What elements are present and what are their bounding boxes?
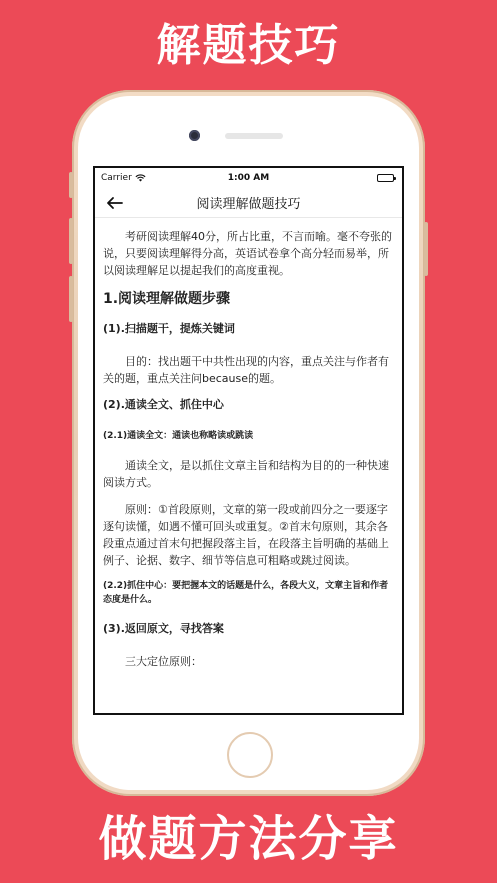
arrow-left-icon[interactable]	[105, 193, 125, 213]
section-heading: 1.阅读理解做题步骤	[103, 291, 231, 307]
step-paragraph: 目的：找出题干中共性出现的内容，重点关注与作者有关的题，重点关注问because的题。	[103, 355, 389, 385]
navigation-bar	[95, 188, 402, 218]
substep-heading: (2.1)通读全文：通读也称略读或跳读	[103, 431, 254, 441]
step-heading: (2).通读全文、抓住中心	[103, 398, 224, 411]
promo-bottom-title: 做题方法分享	[98, 811, 399, 867]
front-camera	[189, 130, 200, 141]
promo-top-title: 解题技巧	[156, 20, 341, 71]
page-title: 阅读理解做题技巧	[196, 197, 301, 212]
battery-icon	[377, 174, 394, 182]
step-heading: (3).返回原文，寻找答案	[103, 622, 224, 635]
mute-switch	[69, 172, 73, 198]
status-bar	[95, 168, 402, 188]
substep-heading: (2.2)抓住中心：要把握本文的话题是什么，各段大义，文章主旨和作者态度是什么。	[103, 581, 389, 605]
carrier-label: Carrier	[101, 173, 132, 183]
home-button[interactable]	[227, 732, 273, 778]
step-paragraph: 原则：①首段原则，文章的第一段或前四分之一要逐字逐句读懂，如遇不懂可回头或重复。②首末句原则，其余各段重点通过首末句把握段落主旨，在段落主旨明确的基础上例子、论据、数字、细节等信息可粗略或跳过阅读。	[103, 503, 389, 567]
step-paragraph: 通读全文，是以抓住文章主旨和结构为目的的一种快速阅读方式。	[103, 459, 389, 489]
step-heading: (1).扫描题干，提炼关键词	[103, 322, 235, 335]
volume-down-button	[69, 276, 73, 322]
earpiece-speaker	[225, 133, 283, 139]
app-screen	[93, 166, 404, 715]
article-body[interactable]	[95, 218, 402, 670]
power-button	[424, 222, 428, 276]
status-time: 1:00 AM	[227, 173, 270, 183]
volume-up-button	[69, 218, 73, 264]
step-paragraph: 三大定位原则：	[125, 655, 202, 668]
article-intro: 考研阅读理解40分，所占比重，不言而喻。毫不夸张的说，只要阅读理解得分高，英语试卷拿个高分轻而易举，所以阅读理解足以提起我们的高度重视。	[103, 230, 392, 277]
